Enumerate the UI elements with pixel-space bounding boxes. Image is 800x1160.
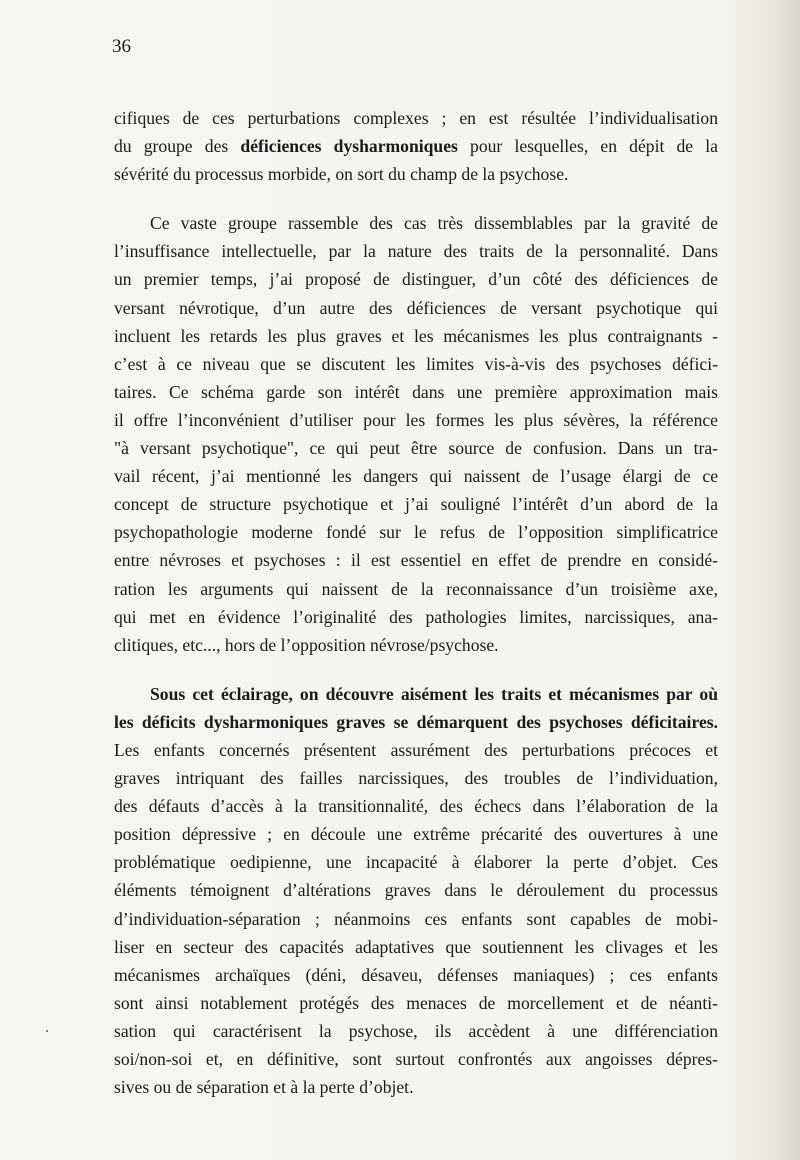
text-line xyxy=(114,876,718,904)
bold-text: déficiences dysharmoniques xyxy=(240,136,458,157)
text-segment: entre névroses et psychoses : il est essentiel en effet de prendre en considé- xyxy=(114,550,718,571)
text-line xyxy=(114,132,718,160)
text-segment: Ce vaste groupe rassemble des cas très dissemblables par la gravité de xyxy=(150,213,718,234)
text-line xyxy=(114,764,718,792)
text-line xyxy=(114,848,718,876)
text-segment: c’est à ce niveau que se discutent les limites vis-à-vis des psychoses défici- xyxy=(114,353,718,374)
text-segment: cifiques de ces perturbations complexes ; en est résultée l’individualisation xyxy=(114,108,718,128)
paragraph-gap xyxy=(114,188,718,209)
text-segment: sont ainsi notablement protégés des menaces de morcellement et de néanti- xyxy=(114,992,718,1013)
text-segment: incluent les retards les plus graves et les mécanismes les plus contraignants - xyxy=(114,325,718,346)
text-line xyxy=(114,680,718,708)
text-segment: vail récent, j’ai mentionné les dangers qui naissent de l’usage élargi de ce xyxy=(114,466,718,487)
paragraph xyxy=(114,680,718,1101)
text-segment: problématique oedipienne, une incapacité à élaborer la perte d’objet. Ces xyxy=(114,852,718,873)
text-segment: il offre l’inconvénient d’utiliser pour les formes les plus sévères, la référence xyxy=(114,409,718,430)
text-line xyxy=(114,820,718,848)
text-line xyxy=(114,792,718,820)
text-line xyxy=(114,160,718,188)
text-line xyxy=(114,989,718,1017)
body-text xyxy=(114,104,718,1101)
text-line xyxy=(114,294,718,322)
text-line xyxy=(114,603,718,631)
text-segment: Les enfants concernés présentent assurément des perturbations précoces et xyxy=(114,739,718,760)
text-line xyxy=(114,518,718,546)
margin-dot xyxy=(46,1030,48,1032)
text-line xyxy=(114,434,718,462)
text-segment: un premier temps, j’ai proposé de distinguer, d’un côté des déficiences de xyxy=(114,269,718,290)
text-segment: éléments témoignent d’altérations graves dans le déroulement du processus xyxy=(114,880,718,901)
text-line xyxy=(114,708,718,736)
paragraph xyxy=(114,209,718,659)
text-line xyxy=(114,350,718,378)
text-segment: sévérité du processus morbide, on sort du champ de la psychose. xyxy=(114,164,569,185)
text-line xyxy=(114,209,718,237)
text-segment: position dépressive ; en découle une extrême précarité des ouvertures à une xyxy=(114,824,718,845)
paragraph xyxy=(114,104,718,188)
text-line xyxy=(114,265,718,293)
page-number: 36 xyxy=(112,36,131,57)
text-line xyxy=(114,575,718,603)
text-segment: qui met en évidence l’originalité des pathologies limites, narcissiques, ana- xyxy=(114,606,718,627)
text-segment: concept de structure psychotique et j’ai souligné l’intérêt d’un abord de la xyxy=(114,494,718,515)
text-line xyxy=(114,378,718,406)
text-line xyxy=(114,104,718,132)
text-line xyxy=(114,462,718,490)
text-line xyxy=(114,490,718,518)
text-segment: psychopathologie moderne fondé sur le refus de l’opposition simplificatrice xyxy=(114,522,718,543)
text-line xyxy=(114,1073,718,1101)
text-segment: mécanismes archaïques (déni, désaveu, défenses maniaques) ; ces enfants xyxy=(114,964,718,985)
text-line xyxy=(114,961,718,989)
text-segment: sation qui caractérisent la psychose, ils accèdent à une différenciation xyxy=(114,1020,718,1041)
text-segment: "à versant psychotique", ce qui peut être source de confusion. Dans un tra- xyxy=(114,438,718,459)
text-line xyxy=(114,237,718,265)
text-segment: pour lesquelles, en dépit de la xyxy=(457,136,718,157)
text-line xyxy=(114,1045,718,1073)
text-segment: taires. Ce schéma garde son intérêt dans une première approximation mais xyxy=(114,381,718,402)
bold-text: les déficits dysharmoniques graves se démarquent des psychoses déficitaires. xyxy=(114,711,718,732)
text-segment: du groupe des xyxy=(114,136,241,157)
text-segment: sives ou de séparation et à la perte d’objet. xyxy=(114,1077,414,1098)
text-line xyxy=(114,1017,718,1045)
text-line xyxy=(114,631,718,659)
text-line xyxy=(114,933,718,961)
text-line xyxy=(114,736,718,764)
text-segment: liser en secteur des capacités adaptatives que soutiennent les clivages et les xyxy=(114,936,718,957)
paragraph-gap xyxy=(114,659,718,680)
text-line xyxy=(114,546,718,574)
text-segment: l’insuffisance intellectuelle, par la nature des traits de la personnalité. Dans xyxy=(114,241,718,262)
text-segment: des défauts d’accès à la transitionnalité, des échecs dans l’élaboration de la xyxy=(114,796,718,817)
text-segment: versant névrotique, d’un autre des déficiences de versant psychotique qui xyxy=(114,297,718,318)
text-line xyxy=(114,322,718,350)
text-segment: clitiques, etc..., hors de l’opposition névrose/psychose. xyxy=(114,634,499,655)
text-line xyxy=(114,406,718,434)
text-segment: ration les arguments qui naissent de la reconnaissance d’un troisième axe, xyxy=(114,578,718,599)
text-segment: soi/non-soi et, en définitive, sont surtout confrontés aux angoisses dépres- xyxy=(114,1049,718,1069)
bold-text: Sous cet éclairage, on découvre aisément les traits et mécanismes par où xyxy=(150,683,718,704)
text-segment: d’individuation-séparation ; néanmoins ces enfants sont capables de mobi- xyxy=(114,908,718,929)
text-line xyxy=(114,905,718,933)
text-segment: graves intriquant des failles narcissiques, des troubles de l’individuation, xyxy=(114,768,718,789)
